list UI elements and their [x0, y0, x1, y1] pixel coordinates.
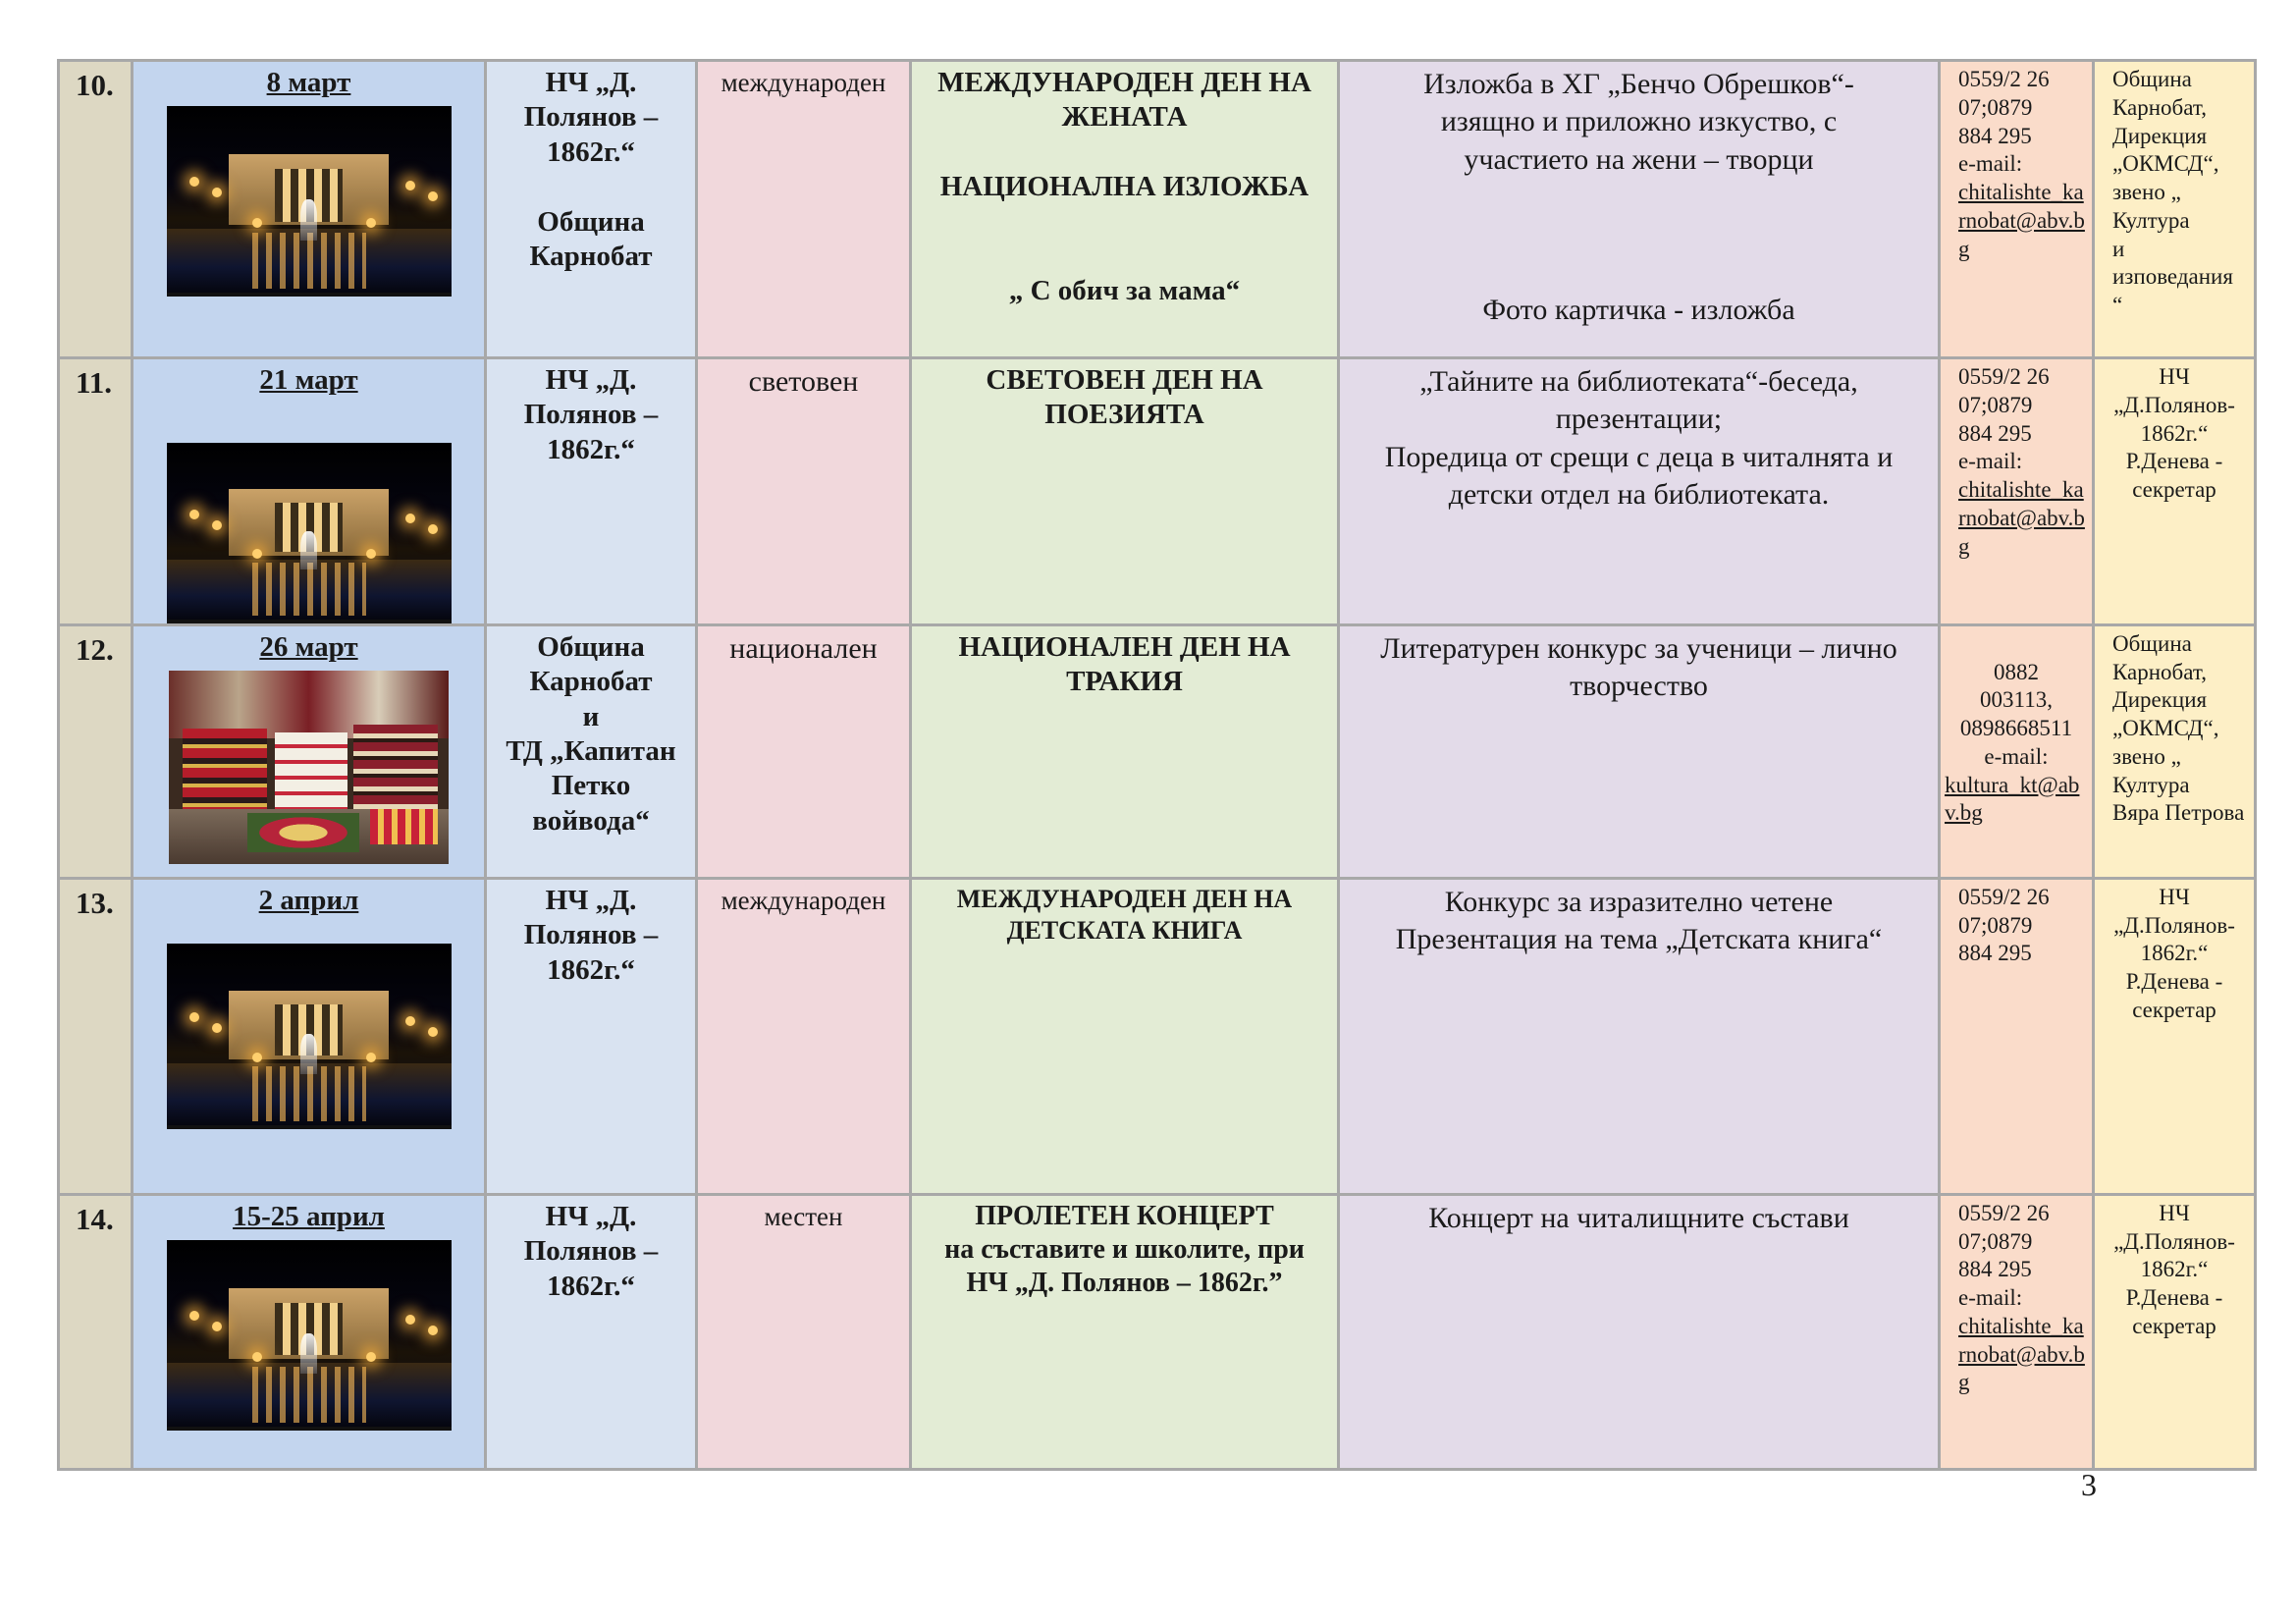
- event-level: международен: [721, 68, 886, 97]
- contact-line: [1945, 630, 2088, 659]
- organizer-line: Община: [537, 205, 645, 238]
- responsible: [2095, 359, 2254, 505]
- contact-line: 07;0879: [1958, 912, 2033, 938]
- responsible-cell: [2094, 624, 2256, 878]
- street-lamp: [405, 1016, 415, 1026]
- event-level: национален: [729, 631, 878, 665]
- street-lamp: [428, 191, 438, 201]
- responsible-line: звено „: [2112, 180, 2181, 204]
- description-line: Конкурс за изразително четене: [1444, 885, 1834, 918]
- responsible-line: 1862г.“: [2140, 1257, 2209, 1282]
- responsible-line: секретар: [2132, 1313, 2216, 1338]
- contact-line: e-mail:: [1958, 151, 2023, 177]
- responsible-line: Р.Денева -: [2125, 449, 2223, 474]
- organizer-line: НЧ „Д.: [545, 364, 637, 396]
- title-cell: [911, 878, 1339, 1194]
- contact-line: 0898668511: [1959, 716, 2073, 741]
- light-reflection: [252, 1066, 366, 1121]
- responsible-line: „ОКМСД“,: [2112, 151, 2219, 177]
- street-lamp: [366, 1352, 376, 1362]
- date-cell: [133, 878, 486, 1194]
- organizer-cell: [486, 1194, 697, 1469]
- light-reflection: [252, 1367, 366, 1423]
- building-photo: [167, 1240, 452, 1431]
- street-lamp: [428, 1326, 438, 1335]
- description-cell: [1339, 1194, 1940, 1469]
- title-cell: [911, 1194, 1339, 1469]
- description-line: [1344, 217, 1934, 254]
- responsible-line: Дирекция: [2112, 687, 2208, 713]
- title-line: ПОЕЗИЯТА: [1044, 399, 1204, 431]
- row-number-cell: [59, 878, 133, 1194]
- contact-email-link[interactable]: chitalishte_karnobat@abv.bg: [1958, 1313, 2085, 1395]
- contact-line: 884 295: [1958, 420, 2032, 446]
- light-reflection: [252, 233, 366, 289]
- contact-line: 07;0879: [1958, 94, 2033, 120]
- table-row: [59, 1194, 2256, 1469]
- description-line: изящно и приложно изкуство, с: [1440, 105, 1838, 138]
- contact-line: e-mail:: [1984, 743, 2049, 769]
- contact-line: 07;0879: [1958, 392, 2033, 417]
- contact-line: 884 295: [1958, 941, 2032, 966]
- title-line: ДЕТСКАТА КНИГА: [1006, 915, 1243, 945]
- contact-info: [1941, 880, 2092, 968]
- responsible-line: изповедания: [2112, 264, 2233, 290]
- street-lamp: [405, 514, 415, 523]
- page-number: 3: [2081, 1467, 2097, 1502]
- title-cell: [911, 358, 1339, 625]
- organizer-cell: [486, 61, 697, 358]
- organizer-cell: [486, 624, 697, 878]
- description-line: Концерт на читалищните състави: [1428, 1201, 1849, 1234]
- contact-cell: [1940, 1194, 2094, 1469]
- table-row: [59, 358, 2256, 625]
- contact-info: [1941, 62, 2092, 263]
- contact-line: 884 295: [1958, 1257, 2032, 1282]
- row-number: 13.: [76, 885, 114, 920]
- title-line: ПРОЛЕТЕН КОНЦЕРТ: [975, 1200, 1274, 1231]
- description-cell: [1339, 624, 1940, 878]
- event-description: [1340, 880, 1938, 959]
- street-lamp: [189, 510, 199, 519]
- title-line: ТРАКИЯ: [1066, 666, 1183, 698]
- street-lamp: [405, 1315, 415, 1325]
- event-date: 2 април: [258, 884, 359, 916]
- responsible-line: Дирекция: [2112, 123, 2208, 148]
- street-lamp: [189, 1012, 199, 1022]
- fountain-jet: [300, 531, 317, 570]
- folk-textiles-photo: [169, 671, 449, 864]
- fountain-jet: [300, 199, 317, 241]
- contact-line: 0559/2 26: [1958, 67, 2050, 91]
- description-line: Литературен конкурс за ученици – лично: [1380, 631, 1897, 665]
- contact-line: e-mail:: [1958, 1285, 2023, 1311]
- title-line: НАЦИОНАЛЕН ДЕН НА: [958, 630, 1291, 663]
- organizer-line: Полянов –: [523, 399, 659, 431]
- organizer-line: НЧ „Д.: [545, 1200, 637, 1232]
- contact-email-link[interactable]: chitalishte_karnobat@abv.bg: [1958, 180, 2085, 261]
- level-cell: [697, 1194, 911, 1469]
- organizer-line: 1862г.“: [547, 135, 635, 168]
- contact-line: 0882: [1994, 659, 2039, 684]
- organizer-line: 1862г.“: [547, 1270, 635, 1302]
- description-line: Изложба в ХГ „Бенчо Обрешков“-: [1423, 68, 1854, 100]
- title-line: МЕЖДУНАРОДЕН ДЕН НА: [937, 67, 1311, 98]
- contact-line: 07;0879: [1958, 1228, 2033, 1254]
- event-title: [912, 880, 1337, 946]
- table-row: [59, 878, 2256, 1194]
- title-line: МЕЖДУНАРОДЕН ДЕН НА: [956, 884, 1293, 913]
- street-lamp: [366, 1053, 376, 1062]
- organizer-line: 1862г.“: [547, 433, 635, 465]
- event-title: [912, 62, 1337, 309]
- description-cell: [1339, 61, 1940, 358]
- contact-line: 884 295: [1958, 123, 2032, 148]
- title-line: [918, 240, 1331, 274]
- responsible-line: Култура: [2112, 772, 2190, 797]
- responsible-cell: [2094, 1194, 2256, 1469]
- description-line: Фото картичка - изложба: [1482, 294, 1795, 327]
- street-lamp: [366, 549, 376, 559]
- street-lamp: [405, 181, 415, 190]
- title-line: НАЦИОНАЛНА ИЗЛОЖБА: [939, 171, 1309, 203]
- responsible-line: секретар: [2132, 477, 2216, 502]
- organizer: [487, 880, 695, 988]
- organizer-line: и: [582, 700, 600, 732]
- responsible-cell: [2094, 358, 2256, 625]
- row-number: 14.: [76, 1201, 114, 1236]
- table-row: [59, 61, 2256, 358]
- responsible-line: Р.Денева -: [2125, 1285, 2223, 1311]
- responsible-line: Община: [2112, 630, 2192, 656]
- street-lamp: [212, 1322, 222, 1331]
- responsible-line: и: [2112, 236, 2125, 261]
- event-level: световен: [748, 365, 859, 398]
- contact-line: 0559/2 26: [1958, 364, 2050, 389]
- light-reflection: [252, 563, 366, 616]
- fountain-jet: [300, 1333, 317, 1375]
- organizer-line: ТД „Капитан: [506, 734, 676, 767]
- street-lamp: [189, 177, 199, 187]
- description-line: творчество: [1570, 670, 1708, 703]
- title-line: [918, 135, 1331, 170]
- contact-cell: [1940, 358, 2094, 625]
- responsible-line: 1862г.“: [2140, 420, 2209, 446]
- organizer-line: НЧ „Д.: [545, 884, 637, 916]
- event-date: 21 март: [259, 364, 358, 396]
- contact-email-link[interactable]: chitalishte_karnobat@abv.bg: [1958, 477, 2085, 559]
- description-cell: [1339, 878, 1940, 1194]
- description-line: [1344, 254, 1934, 292]
- event-date: 8 март: [266, 67, 351, 98]
- street-lamp: [252, 549, 262, 559]
- responsible-line: „ОКМСД“,: [2112, 716, 2219, 741]
- date-cell: [133, 1194, 486, 1469]
- event-level: местен: [764, 1201, 843, 1231]
- contact-email-link[interactable]: kultura_kt@abv.bg: [1945, 772, 2080, 826]
- title-line: „ С обич за мама“: [1008, 275, 1241, 307]
- textile-piece: [353, 725, 438, 814]
- building-photo: [167, 944, 452, 1129]
- contact-line: 003113,: [1980, 687, 2053, 713]
- street-lamp: [212, 520, 222, 530]
- description-cell: [1339, 358, 1940, 625]
- responsible-line: Община: [2112, 67, 2192, 91]
- date-cell: [133, 624, 486, 878]
- organizer-cell: [486, 878, 697, 1194]
- organizer: [487, 359, 695, 467]
- date-cell: [133, 358, 486, 625]
- contact-line: 0559/2 26: [1958, 884, 2050, 909]
- organizer: [487, 62, 695, 274]
- organizer-line: войвода“: [532, 804, 650, 837]
- description-line: участието на жени – творци: [1464, 142, 1814, 176]
- responsible-line: Култура: [2112, 207, 2190, 233]
- organizer: [487, 626, 695, 839]
- description-line: „Тайните на библиотеката“-беседа,: [1419, 365, 1858, 398]
- responsible-line: 1862г.“: [2140, 941, 2209, 966]
- organizer-line: НЧ „Д.: [545, 67, 637, 98]
- contact-cell: [1940, 624, 2094, 878]
- organizer-line: Полянов –: [523, 1235, 659, 1268]
- responsible: [2095, 626, 2254, 828]
- description-line: [1344, 179, 1934, 216]
- contact-line: e-mail:: [1958, 449, 2023, 474]
- contact-info: [1941, 359, 2092, 561]
- textile-piece: [247, 813, 359, 851]
- event-date: 15-25 април: [233, 1200, 385, 1232]
- title-line: [918, 205, 1331, 240]
- organizer-line: Петко: [551, 770, 631, 802]
- level-cell: [697, 358, 911, 625]
- street-lamp: [366, 218, 376, 228]
- contact-info: [1941, 1196, 2092, 1397]
- title-cell: [911, 624, 1339, 878]
- organizer-line: Карнобат: [529, 666, 653, 698]
- row-number: 11.: [76, 365, 113, 400]
- responsible: [2095, 880, 2254, 1025]
- event-title: [912, 1196, 1337, 1300]
- street-lamp: [252, 1053, 262, 1062]
- responsible-line: звено „: [2112, 743, 2181, 769]
- responsible-line: „Д.Полянов-: [2113, 392, 2235, 417]
- contact-info: [1941, 626, 2092, 828]
- table-row: [59, 624, 2256, 878]
- organizer-line: [487, 170, 695, 204]
- responsible: [2095, 1196, 2254, 1341]
- organizer: [487, 1196, 695, 1304]
- street-lamp: [428, 1027, 438, 1037]
- street-lamp: [428, 524, 438, 534]
- fountain-jet: [300, 1034, 317, 1074]
- responsible-line: Р.Денева -: [2125, 969, 2223, 995]
- row-number-cell: [59, 1194, 133, 1469]
- row-number-cell: [59, 61, 133, 358]
- responsible: [2095, 62, 2254, 320]
- row-number: 10.: [76, 68, 114, 102]
- responsible-line: Вяра Петрова: [2112, 800, 2245, 826]
- responsible-line: “: [2112, 293, 2123, 317]
- date-cell: [133, 61, 486, 358]
- title-cell: [911, 61, 1339, 358]
- contact-cell: [1940, 878, 2094, 1194]
- title-line: ЖЕНАТА: [1061, 101, 1188, 134]
- contact-line: 0559/2 26: [1958, 1200, 2050, 1225]
- responsible-line: „Д.Полянов-: [2113, 912, 2235, 938]
- event-title: [912, 359, 1337, 433]
- event-date: 26 март: [259, 630, 358, 663]
- event-description: [1340, 359, 1938, 514]
- building-photo: [167, 106, 452, 297]
- street-lamp: [252, 1352, 262, 1362]
- street-lamp: [212, 188, 222, 197]
- responsible-line: Карнобат,: [2112, 659, 2207, 684]
- row-number-cell: [59, 358, 133, 625]
- building-photo: [167, 443, 452, 623]
- title-line: НЧ „Д. Полянов – 1862г.”: [966, 1268, 1283, 1299]
- event-description: [1340, 626, 1938, 706]
- description-line: презентации;: [1555, 403, 1723, 436]
- description-line: Презентация на тема „Детската книга“: [1395, 923, 1883, 956]
- responsible-line: „Д.Полянов-: [2113, 1228, 2235, 1254]
- event-level: международен: [721, 885, 886, 915]
- organizer-line: Община: [537, 630, 645, 663]
- organizer-cell: [486, 358, 697, 625]
- event-description: [1340, 1196, 1938, 1237]
- street-lamp: [212, 1023, 222, 1033]
- textile-piece: [183, 729, 267, 816]
- events-table: [57, 59, 2257, 1471]
- title-line: СВЕТОВЕН ДЕН НА: [986, 364, 1263, 396]
- row-number: 12.: [76, 631, 114, 667]
- responsible-line: Карнобат,: [2112, 94, 2207, 120]
- description-line: Поредица от срещи с деца в читалнята и: [1384, 440, 1894, 473]
- row-number-cell: [59, 624, 133, 878]
- organizer-line: Карнобат: [529, 240, 653, 272]
- event-description: [1340, 62, 1938, 330]
- street-lamp: [252, 218, 262, 228]
- responsible-line: НЧ: [2159, 364, 2190, 389]
- organizer-line: Полянов –: [523, 919, 659, 951]
- responsible-line: НЧ: [2159, 1200, 2190, 1225]
- responsible-cell: [2094, 61, 2256, 358]
- responsible-line: секретар: [2132, 997, 2216, 1022]
- street-lamp: [189, 1311, 199, 1321]
- level-cell: [697, 61, 911, 358]
- level-cell: [697, 624, 911, 878]
- description-line: детски отдел на библиотеката.: [1448, 478, 1830, 512]
- organizer-line: 1862г.“: [547, 953, 635, 986]
- organizer-line: Полянов –: [523, 101, 659, 134]
- responsible-cell: [2094, 878, 2256, 1194]
- title-line: на съставите и школите, при: [944, 1233, 1305, 1265]
- event-title: [912, 626, 1337, 700]
- contact-cell: [1940, 61, 2094, 358]
- responsible-line: НЧ: [2159, 884, 2190, 909]
- level-cell: [697, 878, 911, 1194]
- textile-piece: [370, 809, 437, 843]
